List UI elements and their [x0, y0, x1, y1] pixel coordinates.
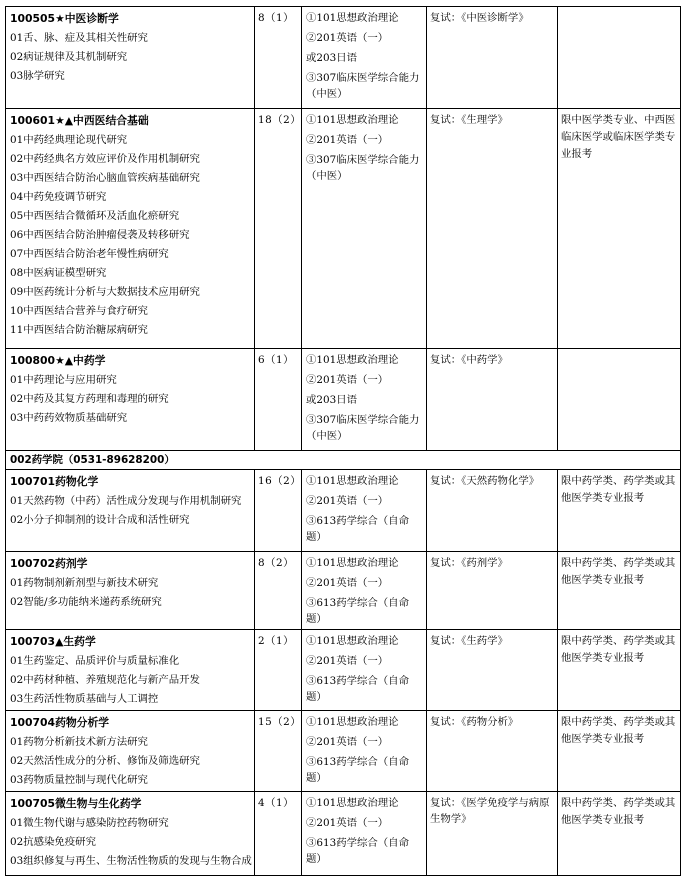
research-direction: 03中西医结合防治心脑血管疾病基础研究 [10, 172, 200, 184]
remark-text: 限中药学类、药学类或其他医学类专业报考 [561, 557, 676, 586]
major-title: 100705微生物与生化药学 [10, 797, 142, 810]
major-cell [6, 711, 255, 792]
research-direction: 01生药鉴定、品质评价与质量标准化 [10, 655, 180, 667]
enrollment-quota: 8（2） [258, 557, 295, 569]
quota-cell [255, 630, 302, 711]
major-cell-content [6, 349, 254, 428]
retest-cell [427, 7, 558, 109]
enrollment-quota: 6（1） [258, 354, 295, 366]
research-direction: 01药物分析新技术新方法研究 [10, 736, 148, 748]
remark-text: 限中药学类、药学类或其他医学类专业报考 [561, 635, 676, 664]
retest-book: 复试：《药剂学》 [430, 557, 508, 569]
major-cell [6, 470, 255, 552]
exam-subject: 或203日语 [306, 394, 358, 406]
exam-subjects [302, 7, 426, 104]
program-row [6, 7, 681, 109]
research-direction: 02小分子抑制剂的设计合成和活性研究 [10, 514, 190, 526]
remark-text: 限中药学类、药学类或其他医学类专业报考 [561, 797, 676, 826]
program-row [6, 109, 681, 349]
program-row [6, 470, 681, 552]
enrollment-quota: 15（2） [258, 716, 302, 728]
enrollment-quota: 4（1） [258, 797, 295, 809]
retest-cell [427, 711, 558, 792]
exam-subject: ②201英语（一） [306, 134, 389, 146]
research-direction: 11中西医结合防治糖尿病研究 [10, 324, 148, 336]
retest-book: 复试：《天然药物化学》 [430, 475, 540, 487]
major-cell-content [6, 552, 254, 612]
major-cell-content [6, 711, 254, 790]
research-direction: 01天然药物（中药）活性成分发现与作用机制研究 [10, 495, 242, 507]
major-cell [6, 109, 255, 349]
exam-subjects [302, 349, 426, 446]
exam-subjects [302, 792, 426, 869]
research-direction: 03脉学研究 [10, 70, 65, 82]
retest-cell [427, 470, 558, 552]
exam-subject: ③307临床医学综合能力（中医） [306, 154, 420, 182]
program-row [6, 349, 681, 451]
program-row [6, 552, 681, 630]
research-direction: 02天然活性成分的分析、修饰及筛选研究 [10, 755, 200, 767]
major-title: 100704药物分析学 [10, 716, 110, 729]
research-direction: 02中药经典名方效应评价及作用机制研究 [10, 153, 200, 165]
exam-subjects [302, 711, 426, 788]
research-direction: 06中西医结合防治肿瘤侵袭及转移研究 [10, 229, 190, 241]
exam-subjects-cell [302, 711, 427, 792]
retest-book: 复试：《中药学》 [430, 354, 508, 366]
exam-subject: ①101思想政治理论 [306, 354, 399, 366]
exam-subject: ②201英语（一） [306, 577, 389, 589]
exam-subject: ③613药学综合（自命题） [306, 597, 409, 625]
major-title: 100701药物化学 [10, 475, 99, 488]
retest-book: 复试：《中医诊断学》 [430, 12, 529, 24]
exam-subjects-cell [302, 109, 427, 349]
program-row [6, 792, 681, 876]
quota-cell [255, 109, 302, 349]
enrollment-quota: 2（1） [258, 635, 295, 647]
quota-cell [255, 470, 302, 552]
major-cell [6, 630, 255, 711]
major-title: 100800★▲中药学 [10, 354, 106, 367]
exam-subject: ①101思想政治理论 [306, 635, 399, 647]
exam-subjects-cell [302, 349, 427, 451]
quota-cell [255, 349, 302, 451]
remark-text [558, 349, 680, 354]
major-cell [6, 552, 255, 630]
exam-subject: ①101思想政治理论 [306, 716, 399, 728]
major-cell [6, 7, 255, 109]
research-direction: 03组织修复与再生、生物活性物质的发现与生物合成 [10, 855, 252, 867]
exam-subject: ③613药学综合（自命题） [306, 515, 409, 543]
major-cell [6, 792, 255, 876]
research-direction: 04中药免疫调节研究 [10, 191, 107, 203]
enrollment-quota: 18（2） [258, 114, 302, 126]
program-row [6, 711, 681, 792]
research-direction: 02智能/多功能纳米递药系统研究 [10, 596, 162, 608]
exam-subjects-cell [302, 552, 427, 630]
notes-cell [558, 470, 681, 552]
exam-subject: ③613药学综合（自命题） [306, 675, 409, 703]
notes-cell [558, 792, 681, 876]
major-title: 100505★中医诊断学 [10, 12, 119, 25]
exam-subject: ②201英语（一） [306, 736, 389, 748]
notes-cell [558, 7, 681, 109]
major-title: 100702药剂学 [10, 557, 88, 570]
research-direction: 03药物质量控制与现代化研究 [10, 774, 148, 786]
exam-subjects-cell [302, 792, 427, 876]
notes-cell [558, 552, 681, 630]
research-direction: 01舌、脉、症及其相关性研究 [10, 32, 148, 44]
retest-book: 复试：《药物分析》 [430, 716, 519, 728]
notes-cell [558, 711, 681, 792]
remark-text [558, 7, 680, 12]
retest-book: 复试：《生药学》 [430, 635, 508, 647]
exam-subject: ①101思想政治理论 [306, 12, 399, 24]
notes-cell [558, 349, 681, 451]
major-cell-content [6, 7, 254, 86]
exam-subjects [302, 552, 426, 629]
major-cell-content [6, 792, 254, 871]
exam-subject: ②201英语（一） [306, 495, 389, 507]
exam-subject: ③613药学综合（自命题） [306, 837, 409, 865]
catalog-sheet [5, 6, 680, 876]
research-direction: 09中医药统计分析与大数据技术应用研究 [10, 286, 200, 298]
retest-cell [427, 109, 558, 349]
research-direction: 02中药材种植、养殖规范化与新产品开发 [10, 674, 200, 686]
major-cell [6, 349, 255, 451]
program-table [5, 6, 681, 876]
retest-cell [427, 792, 558, 876]
exam-subject: ②201英语（一） [306, 374, 389, 386]
exam-subject: ③307临床医学综合能力（中医） [306, 414, 420, 442]
enrollment-quota: 16（2） [258, 475, 302, 487]
research-direction: 07中西医结合防治老年慢性病研究 [10, 248, 169, 260]
remark-text: 限中药学类、药学类或其他医学类专业报考 [561, 475, 676, 504]
retest-book: 复试：《医学免疫学与病原生物学》 [430, 797, 550, 825]
exam-subject: ①101思想政治理论 [306, 797, 399, 809]
retest-cell [427, 349, 558, 451]
exam-subjects-cell [302, 7, 427, 109]
research-direction: 01中药经典理论现代研究 [10, 134, 128, 146]
research-direction: 05中西医结合微循环及活血化瘀研究 [10, 210, 180, 222]
major-title: 100703▲生药学 [10, 635, 96, 648]
exam-subjects [302, 109, 426, 186]
notes-cell [558, 630, 681, 711]
research-direction: 03生药活性物质基础与人工调控 [10, 693, 159, 705]
major-cell-content [6, 630, 254, 709]
remark-text: 限中药学类、药学类或其他医学类专业报考 [561, 716, 676, 745]
exam-subject: ②201英语（一） [306, 32, 389, 44]
program-row [6, 630, 681, 711]
research-direction: 08中医病证模型研究 [10, 267, 107, 279]
exam-subjects-cell [302, 630, 427, 711]
exam-subject: ②201英语（一） [306, 655, 389, 667]
exam-subject: 或203日语 [306, 52, 358, 64]
exam-subjects [302, 470, 426, 547]
research-direction: 02病证规律及其机制研究 [10, 51, 128, 63]
program-table-body [6, 7, 681, 876]
major-title: 100601★▲中西医结合基础 [10, 114, 149, 127]
retest-cell [427, 630, 558, 711]
retest-book: 复试：《生理学》 [430, 114, 508, 126]
exam-subjects [302, 630, 426, 707]
research-direction: 02中药及其复方药理和毒理的研究 [10, 393, 169, 405]
exam-subject: ①101思想政治理论 [306, 475, 399, 487]
major-cell-content [6, 109, 254, 340]
exam-subject: ③613药学综合（自命题） [306, 756, 409, 784]
exam-subject: ②201英语（一） [306, 817, 389, 829]
research-direction: 03中药药效物质基础研究 [10, 412, 128, 424]
exam-subject: ③307临床医学综合能力（中医） [306, 72, 420, 100]
exam-subjects-cell [302, 470, 427, 552]
research-direction: 01中药理论与应用研究 [10, 374, 117, 386]
notes-cell [558, 109, 681, 349]
research-direction: 02抗感染免疫研究 [10, 836, 96, 848]
quota-cell [255, 7, 302, 109]
college-header: 002药学院（0531-89628200） [6, 451, 681, 470]
retest-cell [427, 552, 558, 630]
research-direction: 01药物制剂新剂型与新技术研究 [10, 577, 159, 589]
quota-cell [255, 792, 302, 876]
enrollment-quota: 8（1） [258, 12, 295, 24]
research-direction: 01微生物代谢与感染防控药物研究 [10, 817, 169, 829]
exam-subject: ①101思想政治理论 [306, 557, 399, 569]
quota-cell [255, 552, 302, 630]
college-row [6, 451, 681, 470]
research-direction: 10中西医结合营养与食疗研究 [10, 305, 148, 317]
exam-subject: ①101思想政治理论 [306, 114, 399, 126]
major-cell-content [6, 470, 254, 530]
quota-cell [255, 711, 302, 792]
remark-text: 限中医学类专业、中西医临床医学或临床医学类专业报考 [561, 114, 676, 160]
